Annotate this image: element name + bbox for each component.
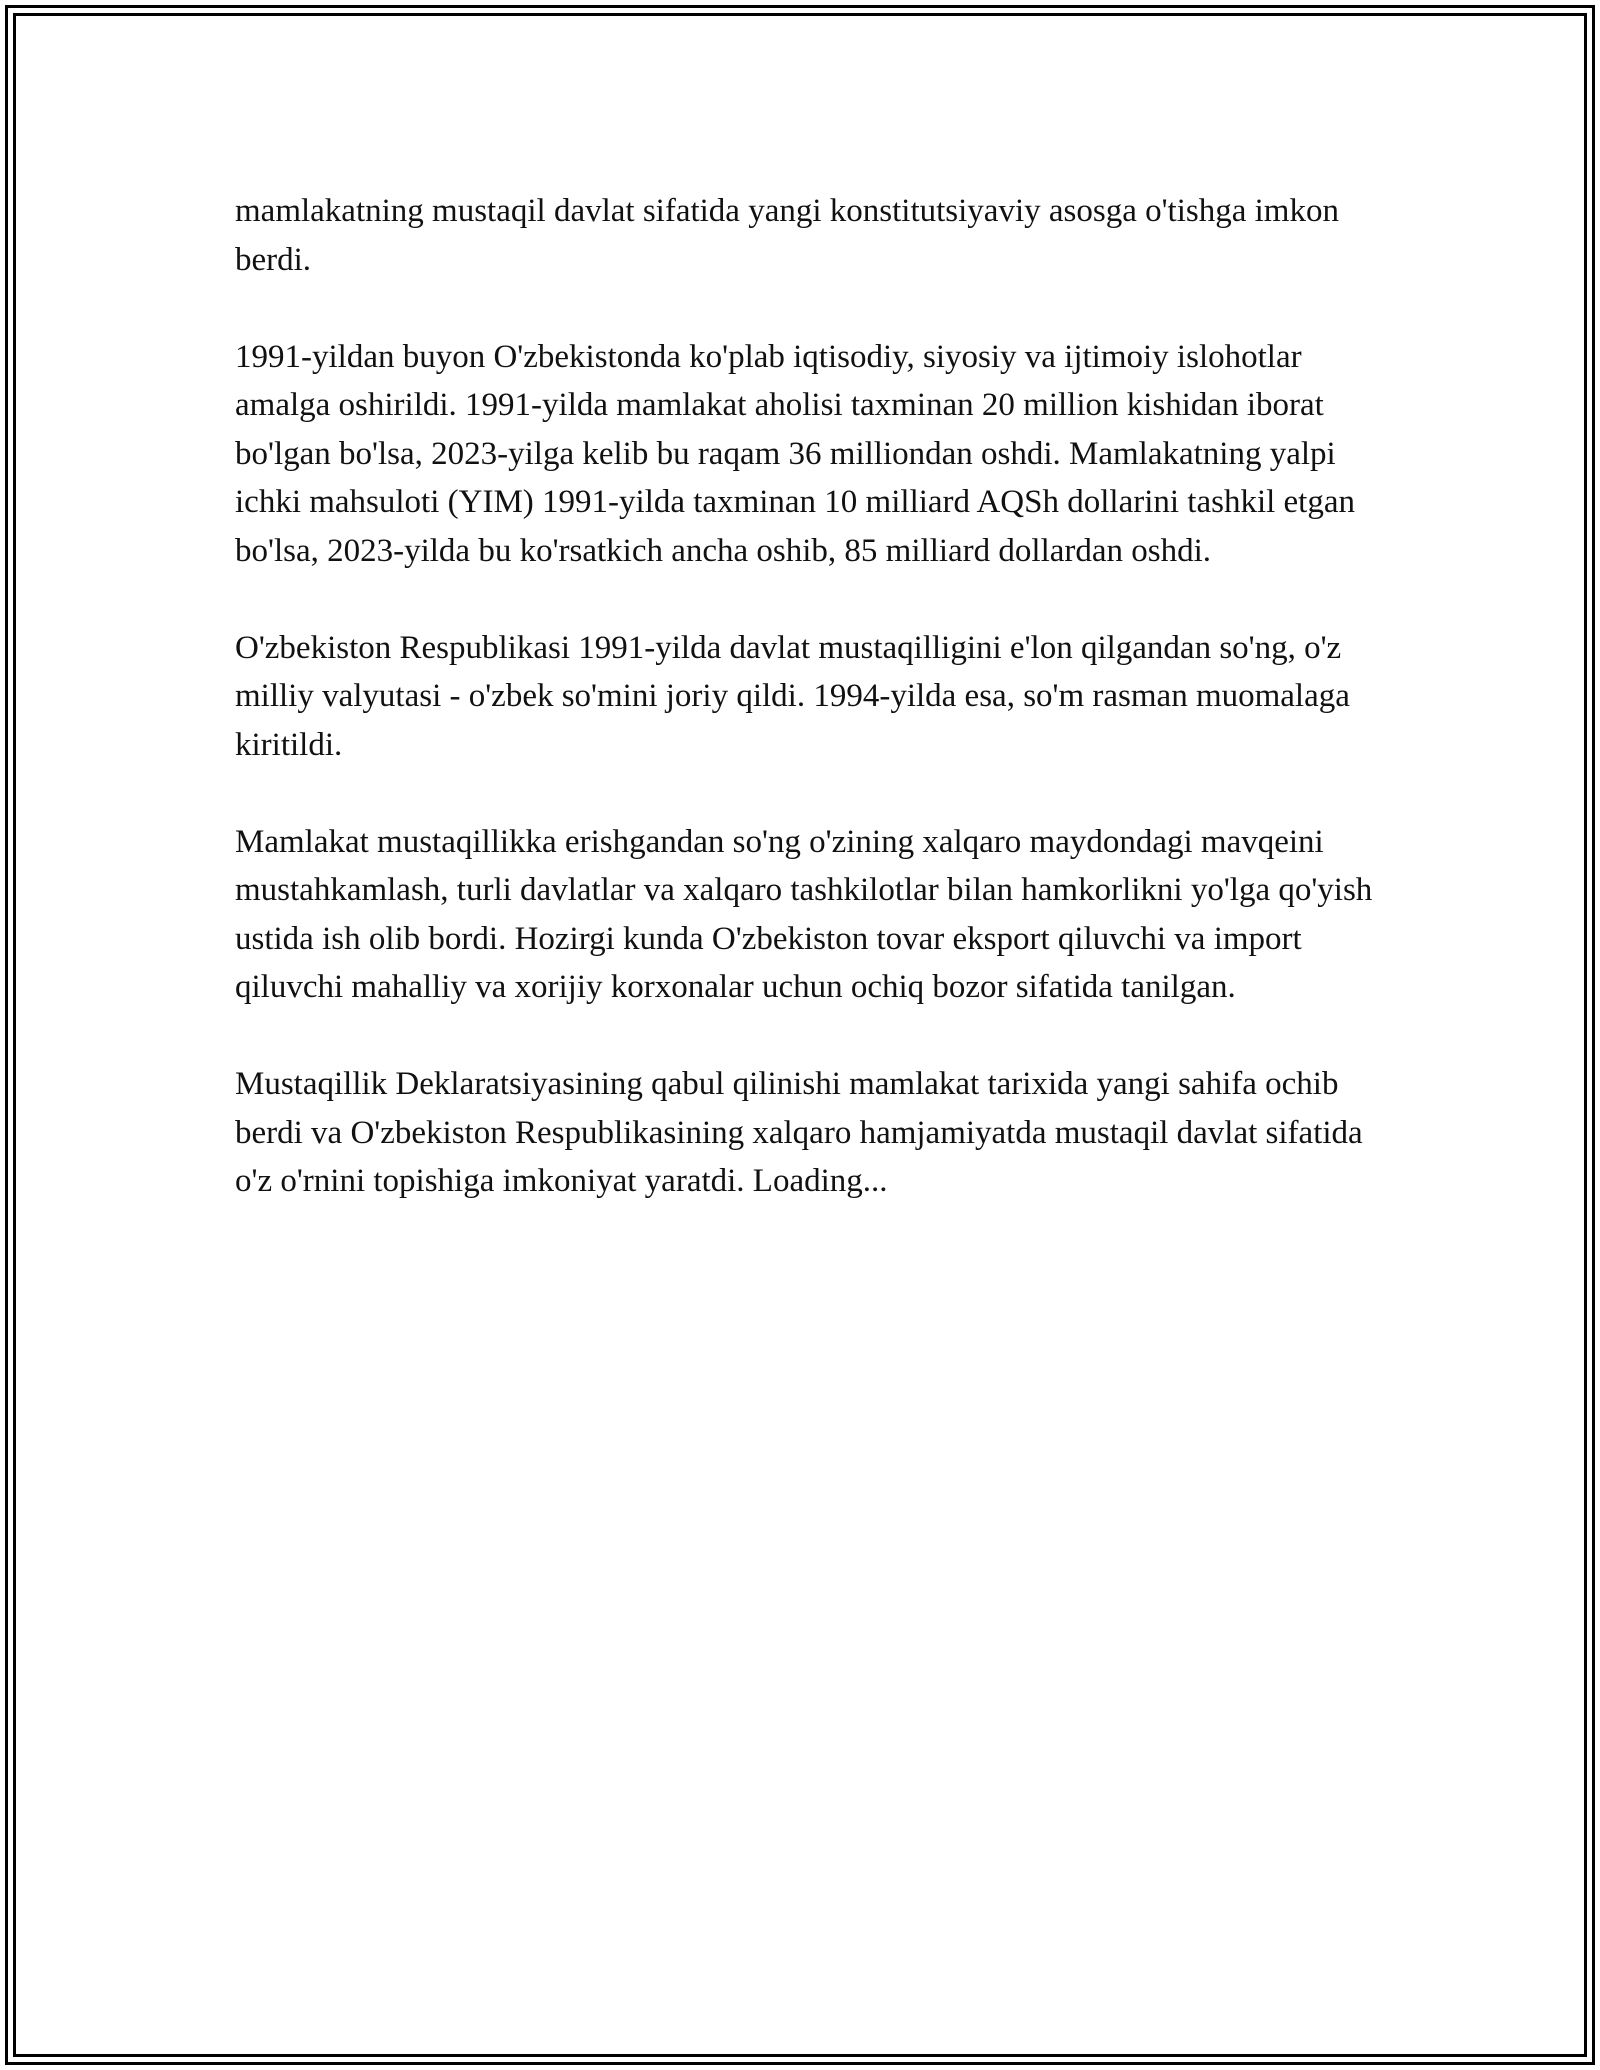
paragraph-5: Mustaqillik Deklaratsiyasining qabul qilinishi mamlakat tarixida yangi sahifa ochib berdi va O'zbekiston Respublikasining xalqaro hamjamiyatda mustaqil davlat sifatida o'z o'rnini topishiga imkoniyat yaratdi. Loading... — [235, 1066, 1363, 1199]
paragraph-2: 1991-yildan buyon O'zbekistonda ko'plab iqtisodiy, siyosiy va ijtimoiy islohotlar amalga oshirildi. 1991-yilda mamlakat aholisi taxminan 20 million kishidan iborat bo'lgan bo'lsa, 2023-yilga kelib bu raqam 36 milliondan oshdi. Mamlakatning yalpi ichki mahsuloti (YIM) 1991-yilda taxminan 10 milliard AQSh dollarini tashkil etgan bo'lsa, 2023-yilda bu ko'rsatkich ancha oshib, 85 milliard dollardan oshdi. — [235, 338, 1356, 569]
document-body — [235, 187, 1385, 1254]
paragraph-3: O'zbekiston Respublikasi 1991-yilda davlat mustaqilligini e'lon qilgandan so'ng, o'z milliy valyutasi - o'zbek so'mini joriy qildi. 1994-yilda esa, so'm rasman muomalaga kiritildi. — [235, 629, 1350, 763]
paragraph-4: Mamlakat mustaqillikka erishgandan so'ng o'zining xalqaro maydondagi mavqeini mustahkamlash, turli davlatlar va xalqaro tashkilotlar bilan hamkorlikni yo'lga qo'yish ustida ish olib bordi. Hozirgi kunda O'zbekiston tovar eksport qiluvchi va import qiluvchi mahalliy va xorijiy korxonalar uchun ochiq bozor sifatida tanilgan. — [235, 823, 1373, 1005]
paragraph-1: mamlakatning mustaqil davlat sifatida yangi konstitutsiyaviy asosga o'tishga imkon berdi. — [235, 193, 1339, 278]
